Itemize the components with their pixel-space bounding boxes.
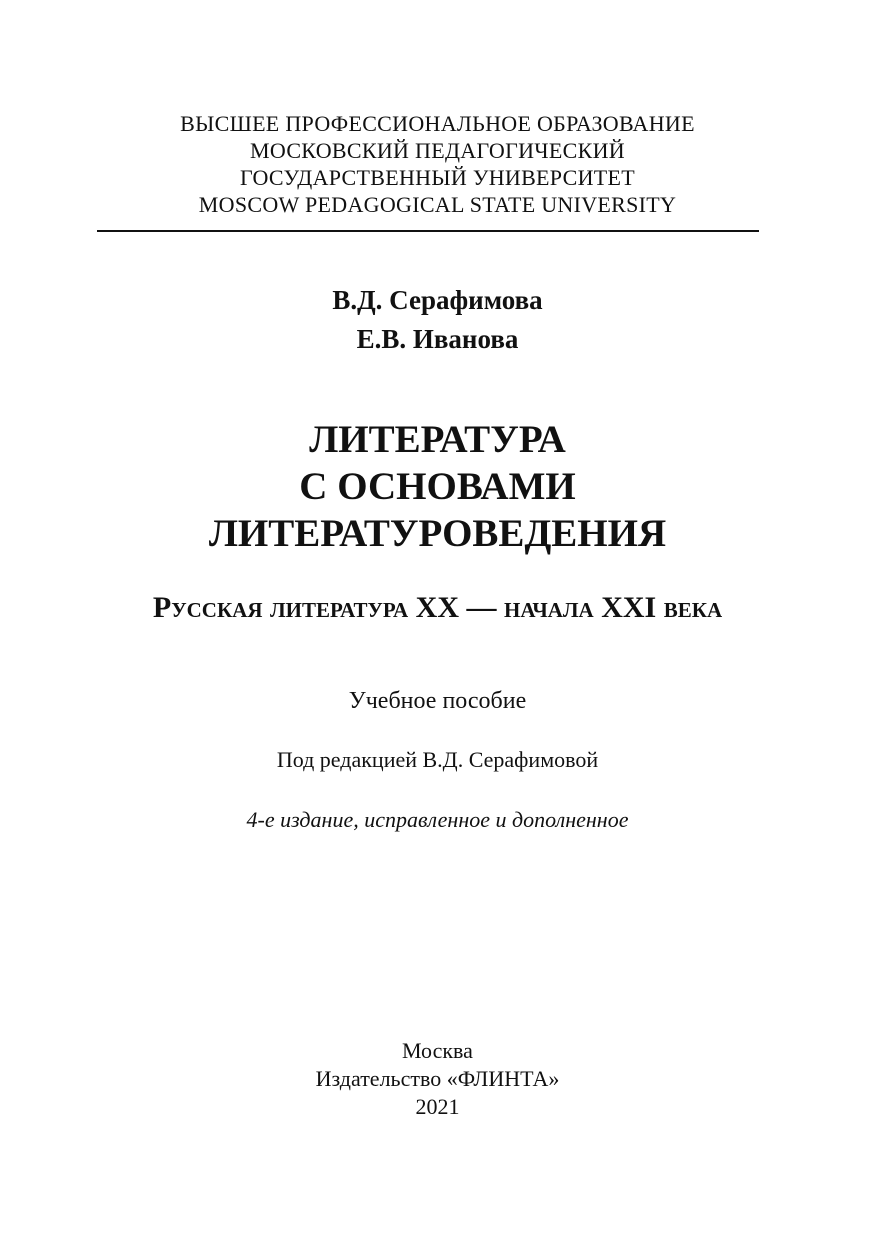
book-type: Учебное пособие: [348, 688, 527, 714]
imprint-publisher: Издательство «ФЛИНТА»: [315, 1066, 560, 1091]
imprint-year: 2021: [415, 1094, 460, 1119]
book-subtitle: Русская литература XX — начала XXI века: [152, 591, 723, 624]
institution-line-2: МОСКОВСКИЙ ПЕДАГОГИЧЕСКИЙ: [250, 138, 625, 163]
institution-line-3: ГОСУДАРСТВЕННЫЙ УНИВЕРСИТЕТ: [240, 165, 635, 190]
imprint: [0, 1037, 875, 1121]
book-title: [0, 416, 875, 557]
institution-line-1: ВЫСШЕЕ ПРОФЕССИОНАЛЬНОЕ ОБРАЗОВАНИЕ: [180, 111, 695, 136]
author-2: Е.В. Иванова: [356, 324, 519, 354]
editor-credit: Под редакцией В.Д. Серафимовой: [276, 747, 599, 772]
header-divider: [97, 230, 759, 232]
edition-note: 4-е издание, исправленное и дополненное: [246, 807, 629, 832]
author-1: В.Д. Серафимова: [332, 285, 543, 315]
title-line-1: ЛИТЕРАТУРА: [309, 418, 566, 461]
institution-line-4: MOSCOW PEDAGOGICAL STATE UNIVERSITY: [198, 192, 677, 217]
institution-header: [0, 110, 875, 218]
title-line-2: С ОСНОВАМИ: [299, 465, 576, 508]
title-line-3: ЛИТЕРАТУРОВЕДЕНИЯ: [208, 512, 667, 555]
imprint-city: Москва: [402, 1038, 473, 1063]
authors: [0, 281, 875, 359]
